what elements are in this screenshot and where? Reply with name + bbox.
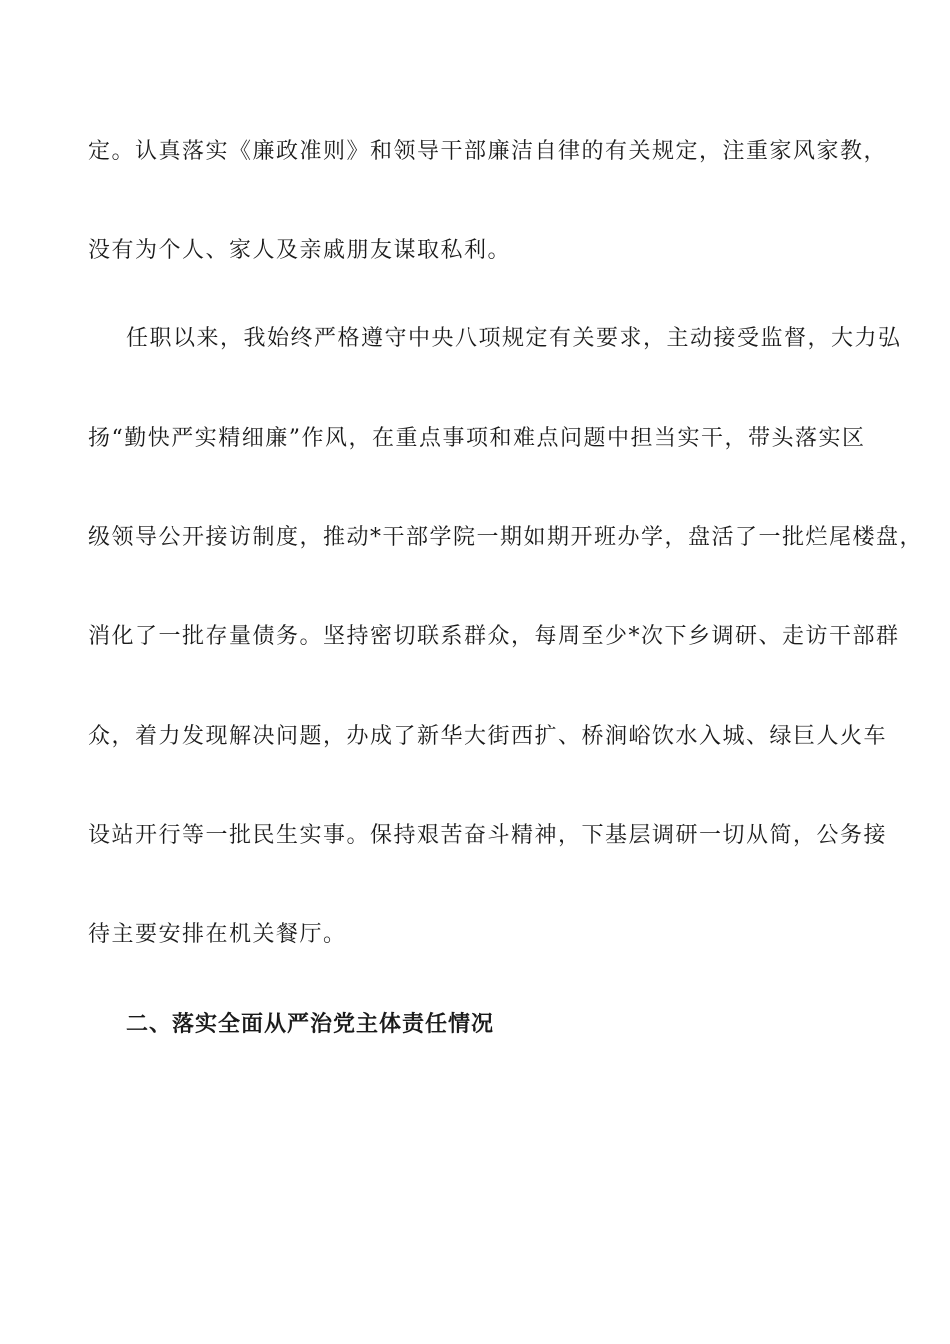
paragraph-line: 扬“勤快严实精细廉”作风，在重点事项和难点问题中担当实干，带头落实区 — [88, 426, 866, 451]
paragraph-line: 设站开行等一批民生实事。保持艰苦奋斗精神，下基层调研一切从简，公务接 — [88, 823, 888, 848]
paragraph-line: 待主要安排在机关餐厅。 — [88, 922, 347, 947]
paragraph-line: 众，着力发现解决问题，办成了新华大街西扩、桥涧峪饮水入城、绿巨人火车 — [88, 724, 888, 749]
paragraph-line: 级领导公开接访制度，推动*干部学院一期如期开班办学，盘活了一批烂尾楼盘， — [88, 525, 924, 550]
section-heading: 二、落实全面从严治党主体责任情况 — [126, 1011, 495, 1037]
paragraph-line: 没有为个人、家人及亲戚朋友谋取私利。 — [88, 238, 512, 263]
paragraph-line: 任职以来，我始终严格遵守中央八项规定有关要求，主动接受监督，大力弘 — [126, 326, 902, 351]
paragraph-line: 定。认真落实《廉政准则》和领导干部廉洁自律的有关规定，注重家风家教， — [88, 139, 888, 164]
paragraph-line: 消化了一批存量债务。坚持密切联系群众，每周至少*次下乡调研、走访干部群 — [88, 624, 900, 649]
